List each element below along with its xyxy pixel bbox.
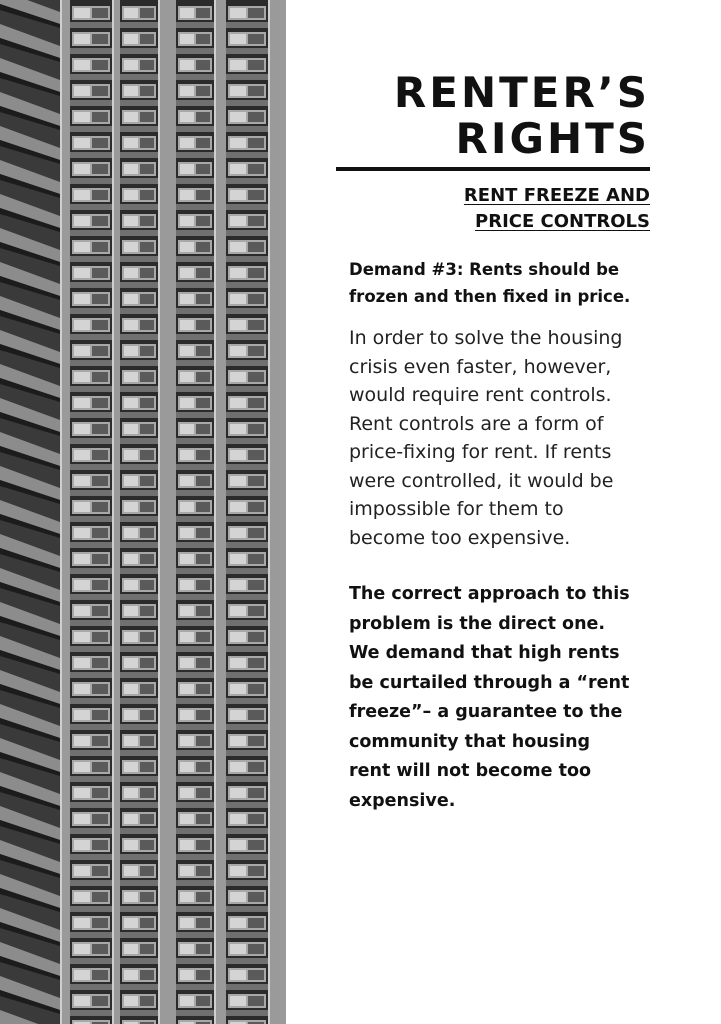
closing-line: be curtailed through a “rent bbox=[349, 672, 630, 693]
closing-line: freeze”– a guarantee to the bbox=[349, 702, 623, 722]
closing-line: community that housing bbox=[349, 731, 591, 752]
closing-line: rent will not become too bbox=[349, 761, 592, 781]
subtitle-line-2: PRICE CONTROLS bbox=[475, 211, 650, 232]
body-line: were controlled, it would be bbox=[349, 469, 614, 492]
tower-block-image bbox=[0, 0, 286, 1024]
text-column bbox=[336, 0, 650, 1024]
closing-line: The correct approach to this bbox=[349, 584, 630, 604]
body-line: crisis even faster, however, bbox=[349, 355, 612, 378]
body-line: In order to solve the housing bbox=[349, 327, 623, 349]
closing-line: expensive. bbox=[349, 790, 456, 811]
closing-paragraph bbox=[349, 580, 650, 816]
title-line-2: RIGHTS bbox=[455, 114, 650, 163]
closing-line: We demand that high rents bbox=[349, 643, 620, 663]
demand-line: Demand #3: Rents should be bbox=[349, 260, 620, 279]
body-line: become too expensive. bbox=[349, 526, 571, 549]
title-line-1: RENTER’S bbox=[393, 68, 650, 117]
closing-line: problem is the direct one. bbox=[349, 613, 606, 634]
body-line: would require rent controls. bbox=[349, 384, 612, 406]
body-line: price-fixing for rent. If rents bbox=[349, 441, 612, 463]
demand-line: frozen and then fixed in price. bbox=[349, 287, 631, 306]
section-subtitle bbox=[464, 183, 650, 235]
title-divider bbox=[336, 167, 650, 171]
tower-block-photo bbox=[0, 0, 286, 1024]
subtitle-line-1: RENT FREEZE AND bbox=[463, 185, 650, 206]
body-line: impossible for them to bbox=[349, 498, 564, 520]
body-paragraph bbox=[349, 324, 650, 552]
body-line: Rent controls are a form of bbox=[349, 412, 604, 435]
demand-statement bbox=[349, 256, 650, 310]
page-title bbox=[394, 70, 650, 162]
